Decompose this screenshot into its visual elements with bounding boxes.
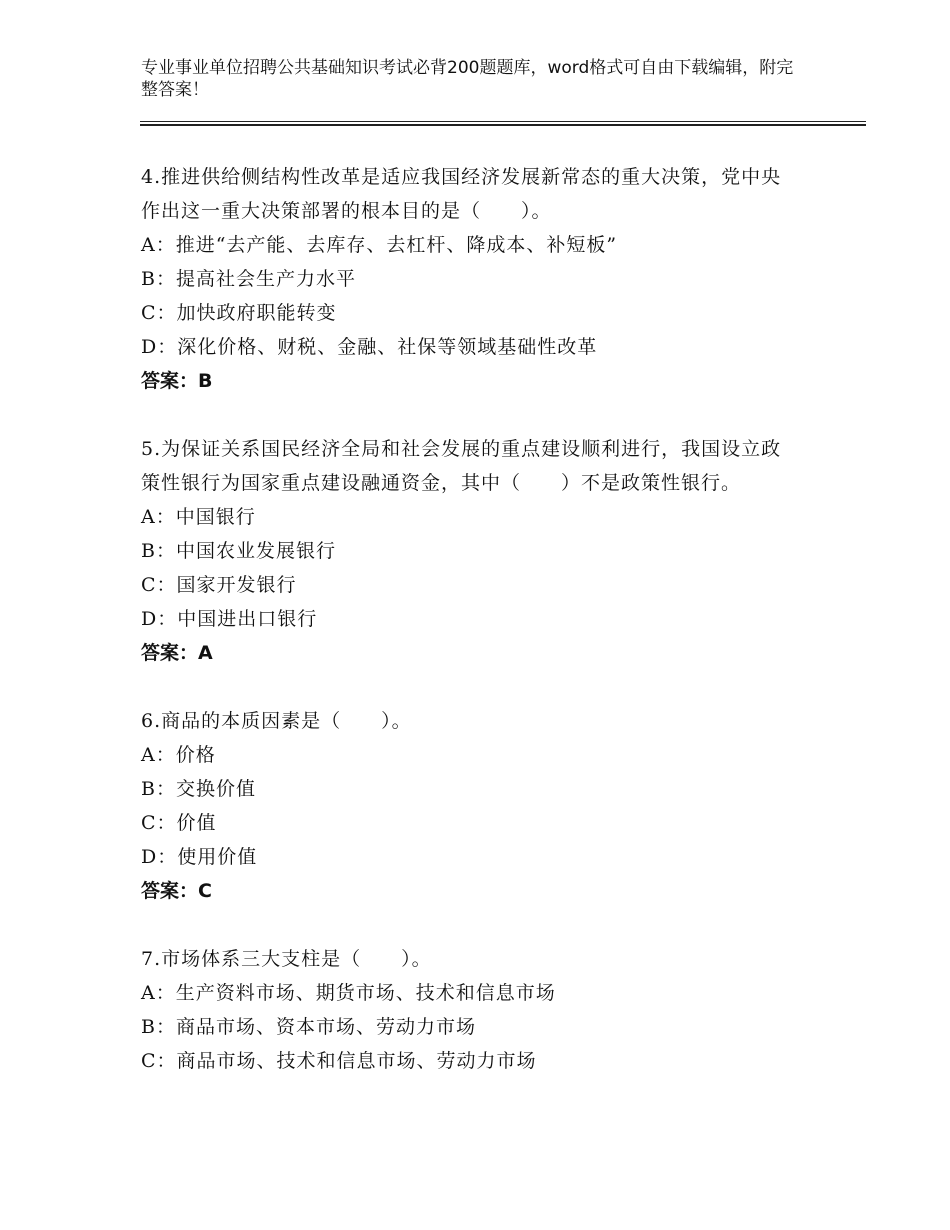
question-stem: 7.市场体系三大支柱是（ ）。 <box>141 948 432 970</box>
question-4 <box>141 160 801 398</box>
answer: 答案：C <box>141 880 212 902</box>
option-b: B：提高社会生产力水平 <box>141 268 356 290</box>
question-6 <box>141 704 801 908</box>
option-d: D：深化价格、财税、金融、社保等领域基础性改革 <box>141 336 598 358</box>
option-a: A：推进“去产能、去库存、去杠杆、降成本、补短板” <box>141 234 618 256</box>
option-b: B：交换价值 <box>141 778 256 800</box>
question-stem: 4.推进供给侧结构性改革是适应我国经济发展新常态的重大决策，党中央作出这一重大决策部署的根本目的是（ ）。 <box>141 166 782 222</box>
option-a: A：生产资料市场、期货市场、技术和信息市场 <box>141 982 556 1004</box>
option-c: C：加快政府职能转变 <box>141 302 337 324</box>
question-stem: 5.为保证关系国民经济全局和社会发展的重点建设顺利进行，我国设立政策性银行为国家重点建设融通资金，其中（ ）不是政策性银行。 <box>141 438 782 494</box>
header-rule-thick <box>140 124 866 126</box>
question-list <box>141 160 801 1112</box>
question-5 <box>141 432 801 670</box>
option-c: C：价值 <box>141 812 217 834</box>
option-b: B：中国农业发展银行 <box>141 540 336 562</box>
option-d: D：中国进出口银行 <box>141 608 318 630</box>
option-b: B：商品市场、资本市场、劳动力市场 <box>141 1016 476 1038</box>
question-stem: 6.商品的本质因素是（ ）。 <box>141 710 412 732</box>
option-d: D：使用价值 <box>141 846 258 868</box>
option-c: C：国家开发银行 <box>141 574 297 596</box>
option-a: A：中国银行 <box>141 506 256 528</box>
page-header: 专业事业单位招聘公共基础知识考试必背200题题库，word格式可自由下载编辑，附完整答案！ <box>141 58 794 100</box>
answer: 答案：A <box>141 642 213 664</box>
question-7 <box>141 942 801 1078</box>
option-a: A：价格 <box>141 744 216 766</box>
answer: 答案：B <box>141 370 213 392</box>
option-c: C：商品市场、技术和信息市场、劳动力市场 <box>141 1050 537 1072</box>
header-rule-thin <box>140 121 866 122</box>
